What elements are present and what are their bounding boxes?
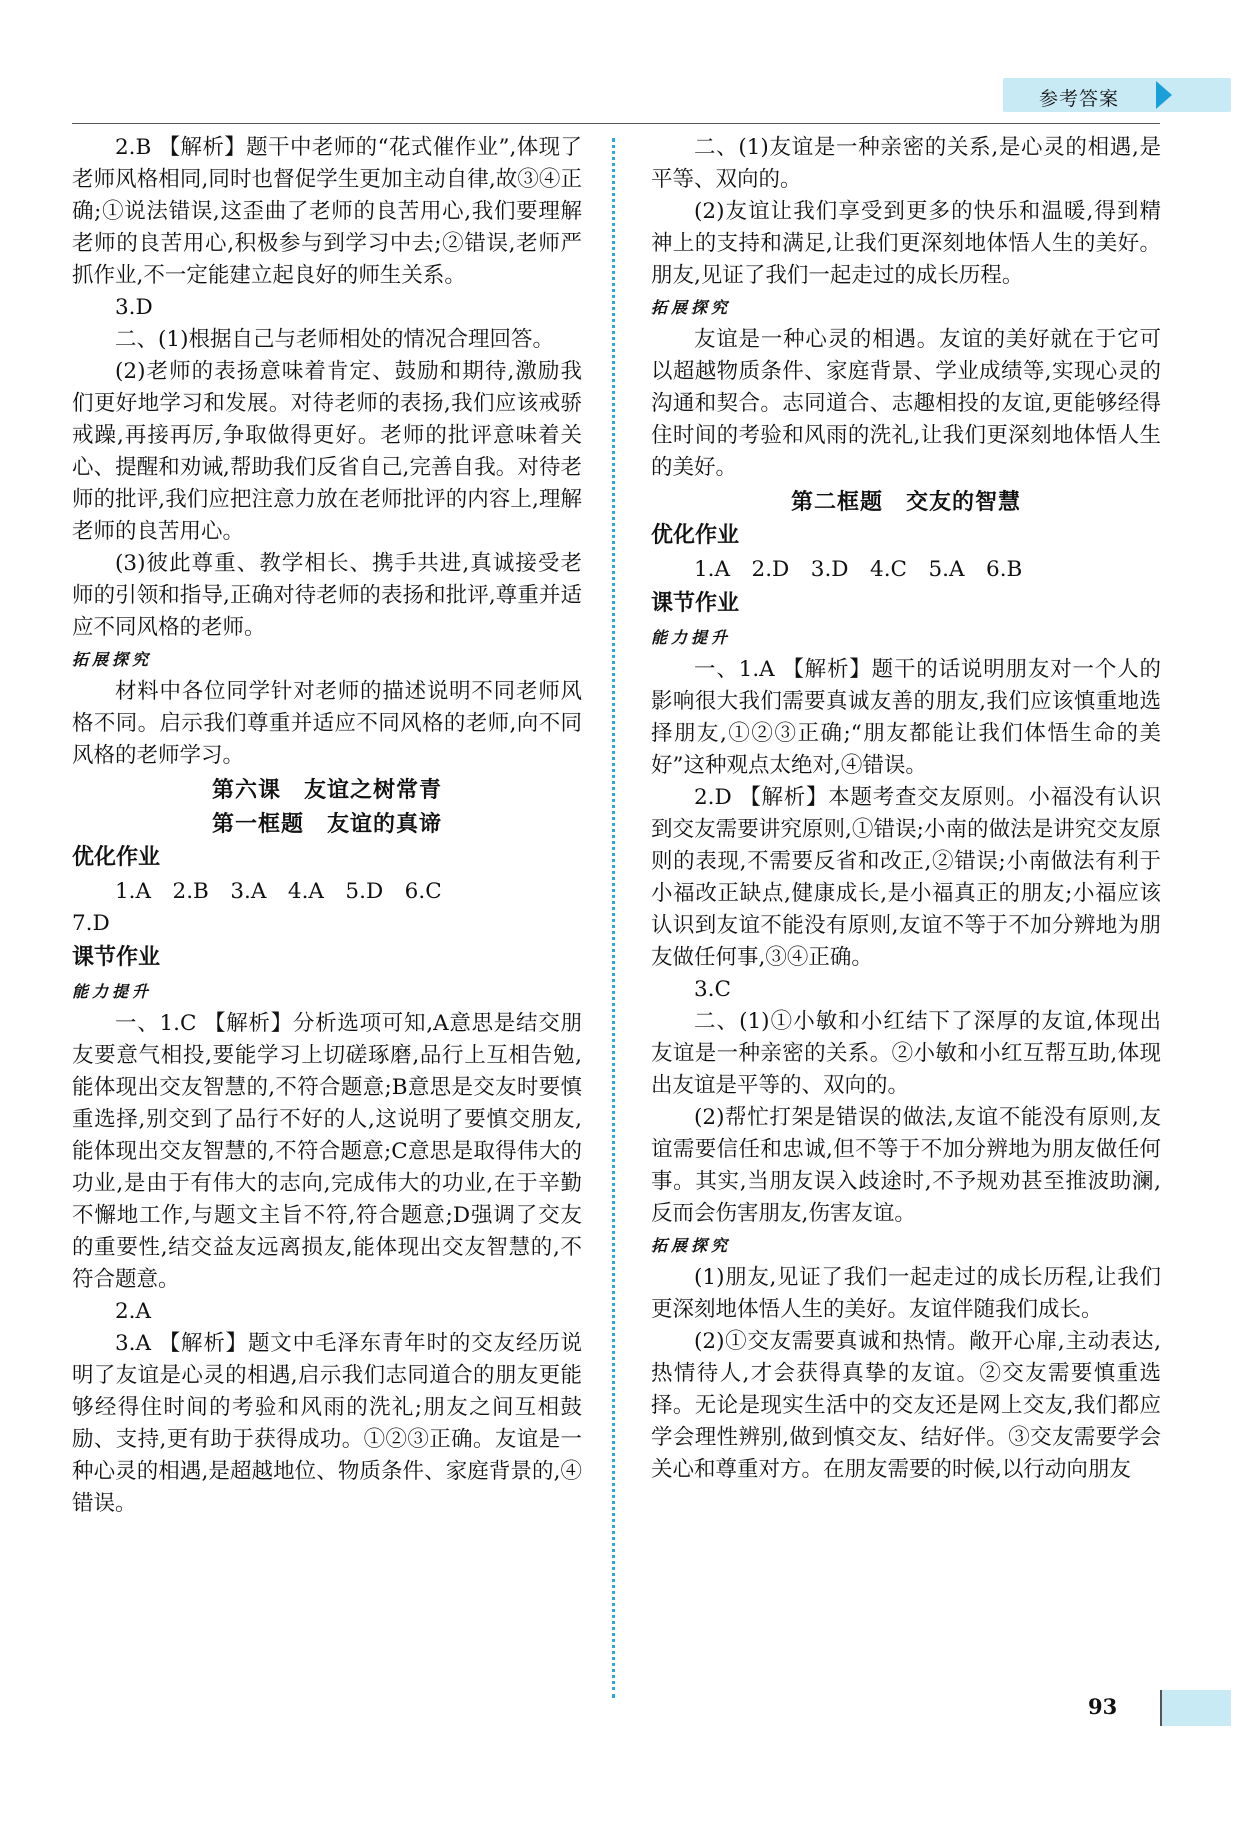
paragraph: 3.C	[694, 977, 731, 1002]
paragraph: 一、1.C 【解析】分析选项可知,A意思是结交朋友要意气相投,要能学习上切磋琢磨,品行上互相告勉,能体现出交友智慧的,不符合题意;B意思是交友时要慎重选择,别交到了品行不好的人,这说明了要慎交朋友,能体现出交友智慧的,不符合题意;C意思是取得伟大的功业,是由于有伟大的志向,完成伟大的功业,在于辛勤不懈地工作,与题文主旨不符,符合题意;D强调了交友的重要性,结交益友远离损友,能体现出交友智慧的,不符合题意。	[72, 1011, 582, 1292]
lesson-heading: 第六课 友谊之树常青	[211, 777, 442, 803]
paragraph: 7.D	[72, 911, 110, 936]
paragraph: 二、(1)①小敏和小红结下了深厚的友谊,体现出友谊是一种亲密的关系。②小敏和小红互帮互助,体现出友谊是平等的、双向的。	[651, 1009, 1161, 1098]
paragraph: (2)帮忙打架是错误的做法,友谊不能没有原则,友谊需要信任和忠诚,但不等于不加分辨地为朋友做任何事。其实,当朋友误入歧途时,不予规劝甚至推波助澜,反而会伤害朋友,伤害友谊。	[651, 1105, 1161, 1226]
paragraph: 二、(1)友谊是一种亲密的关系,是心灵的相遇,是平等、双向的。	[651, 135, 1161, 192]
paragraph: 3.A 【解析】题文中毛泽东青年时的交友经历说明了友谊是心灵的相遇,启示我们志同道合的朋友更能够经得住时间的考验和风雨的洗礼;朋友之间互相鼓励、支持,更有助于获得成功。①②③正确。友谊是一种心灵的相遇,是超越地位、物质条件、家庭背景的,④错误。	[72, 1331, 582, 1516]
lesson-heading: 第二框题 交友的智慧	[790, 489, 1021, 515]
subsection-label: 拓展探究	[651, 298, 732, 317]
footer-rule	[1160, 1690, 1162, 1726]
paragraph: 友谊是一种心灵的相遇。友谊的美好就在于它可以超越物质条件、家庭背景、学业成绩等,实现心灵的沟通和契合。志同道合、志趣相投的友谊,更能够经得住时间的考验和风雨的洗礼,让我们更深刻地体悟人生的美好。	[651, 327, 1161, 480]
subsection-label: 能力提升	[72, 982, 153, 1001]
paragraph: 材料中各位同学针对老师的描述说明不同老师风格不同。启示我们尊重并适应不同风格的老师,向不同风格的老师学习。	[72, 679, 582, 768]
section-heading: 课节作业	[651, 591, 740, 616]
paragraph: 一、1.A 【解析】题干的话说明朋友对一个人的影响很大我们需要真诚友善的朋友,我们应该慎重地选择朋友,①②③正确;“朋友都能让我们体悟生命的美好”这种观点太绝对,④错误。	[651, 657, 1161, 778]
paragraph: 3.D	[115, 295, 153, 320]
paragraph: (3)彼此尊重、教学相长、携手共进,真诚接受老师的引领和指导,正确对待老师的表扬和批评,尊重并适应不同风格的老师。	[72, 551, 582, 640]
lesson-heading: 第一框题 友谊的真谛	[211, 811, 442, 837]
paragraph: 2.A	[115, 1299, 152, 1324]
page-number: 93	[1088, 1694, 1118, 1719]
footer-bar	[1160, 1690, 1231, 1726]
right-column	[651, 132, 1161, 1486]
paragraph: 2.B 【解析】题干中老师的“花式催作业”,体现了老师风格相同,同时也督促学生更加主动自律,故③④正确;①说法错误,这歪曲了老师的良苦用心,我们要理解老师的良苦用心,积极参与到学习中去;②错误,老师严抓作业,不一定能建立起良好的师生关系。	[72, 135, 582, 288]
section-heading: 课节作业	[72, 945, 161, 970]
header-rule	[72, 123, 1160, 124]
paragraph: 1.A 2.B 3.A 4.A 5.D 6.C	[115, 879, 442, 904]
paragraph: (1)朋友,见证了我们一起走过的成长历程,让我们更深刻地体悟人生的美好。友谊伴随我们成长。	[651, 1265, 1161, 1322]
section-heading: 优化作业	[72, 845, 161, 870]
subsection-label: 拓展探究	[72, 650, 153, 669]
arrow-icon	[1156, 81, 1172, 109]
paragraph: 1.A 2.D 3.D 4.C 5.A 6.B	[694, 557, 1023, 582]
section-heading: 优化作业	[651, 523, 740, 548]
header-tab	[1003, 78, 1231, 112]
paragraph: (2)友谊让我们享受到更多的快乐和温暖,得到精神上的支持和满足,让我们更深刻地体悟人生的美好。朋友,见证了我们一起走过的成长历程。	[651, 199, 1161, 288]
paragraph: (2)①交友需要真诚和热情。敞开心扉,主动表达,热情待人,才会获得真挚的友谊。②交友需要慎重选择。无论是现实生活中的交友还是网上交友,我们都应学会理性辨别,做到慎交友、结好伴。③交友需要学会关心和尊重对方。在朋友需要的时候,以行动向朋友	[651, 1329, 1161, 1482]
header-label: 参考答案	[1039, 88, 1120, 110]
paragraph: (2)老师的表扬意味着肯定、鼓励和期待,激励我们更好地学习和发展。对待老师的表扬,我们应该戒骄戒躁,再接再厉,争取做得更好。老师的批评意味着关心、提醒和劝诫,帮助我们反省自己,完善自我。对待老师的批评,我们应把注意力放在老师批评的内容上,理解老师的良苦用心。	[72, 359, 582, 544]
column-divider	[612, 138, 615, 1698]
subsection-label: 能力提升	[651, 628, 732, 647]
subsection-label: 拓展探究	[651, 1236, 732, 1255]
left-column	[72, 132, 582, 1520]
paragraph: 2.D 【解析】本题考查交友原则。小福没有认识到交友需要讲究原则,①错误;小南的做法是讲究交友原则的表现,不需要反省和改正,②错误;小南做法有利于小福改正缺点,健康成长,是小福真正的朋友;小福应该认识到友谊不能没有原则,友谊不等于不加分辨地为朋友做任何事,③④正确。	[651, 785, 1161, 970]
paragraph: 二、(1)根据自己与老师相处的情况合理回答。	[115, 327, 554, 352]
